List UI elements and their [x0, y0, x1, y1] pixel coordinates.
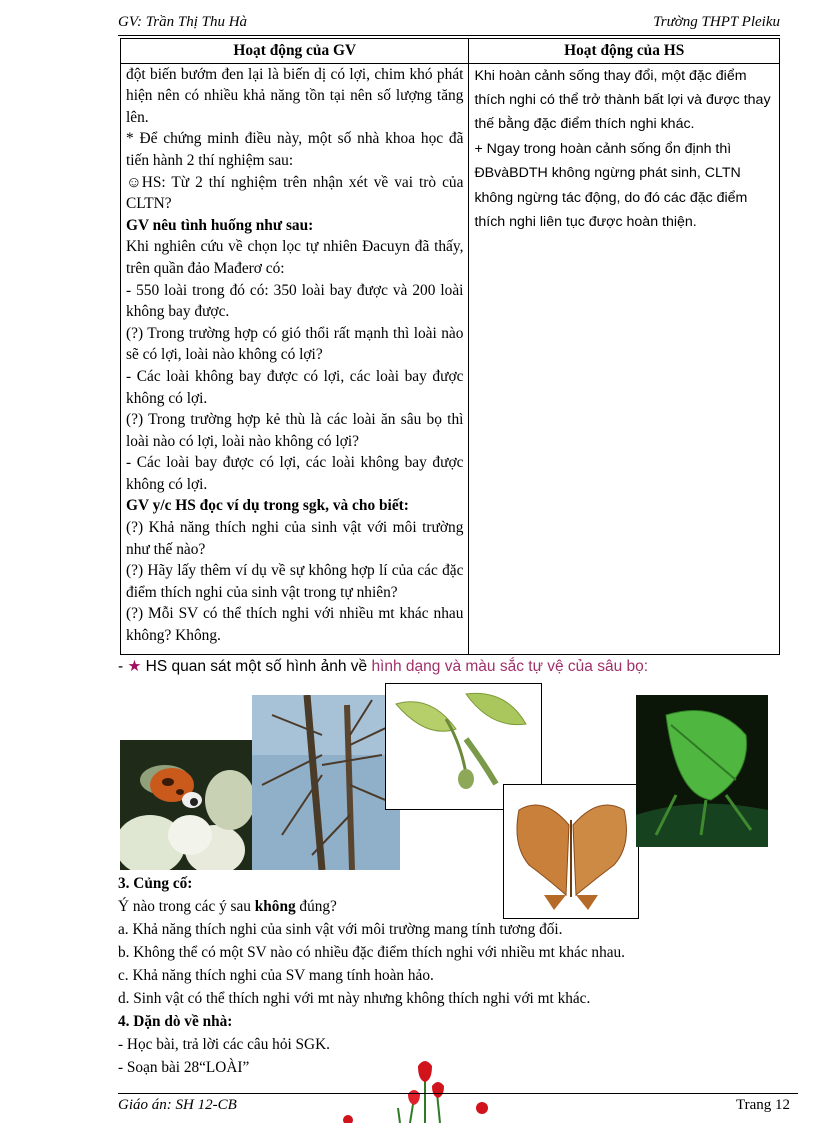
- table-header-row: [121, 39, 780, 64]
- gv-line: - 550 loài trong đó có: 350 loài bay được và 200 loài không bay được.: [126, 281, 464, 321]
- hs-line: + Ngay trong hoàn cảnh sống ổn định thì ĐBvàBDTH không ngừng phát sinh, CLTN không ngừng tác động, do đó các đặc điểm thích nghi liên tục được hoàn thiện.: [474, 140, 748, 231]
- consolidation-heading: 3. Củng cố:: [118, 875, 193, 892]
- observe-prefix: -: [118, 658, 128, 675]
- header-school: Trường THPT Pleiku: [653, 14, 780, 30]
- tulip-decoration: [340, 1058, 500, 1123]
- gv-line: GV nêu tình huống như sau:: [126, 216, 314, 234]
- homework-heading: 4. Dặn dò về nhà:: [118, 1013, 233, 1030]
- gv-line: GV y/c HS đọc ví dụ trong sgk, và cho biết:: [126, 497, 409, 515]
- star-icon: ★: [127, 658, 142, 675]
- option-c: c. Khả năng thích nghi của SV mang tính hoàn hảo.: [118, 967, 434, 984]
- hs-cell: [469, 63, 780, 654]
- hs-line: Khi hoàn cảnh sống thay đổi, một đặc điểm thích nghi có thể trở thành bất lợi và được thay thế bằng đặc điểm thích nghi khác.: [474, 67, 771, 133]
- col-gv-header: Hoạt động của GV: [121, 39, 469, 64]
- option-d: d. Sinh vật có thể thích nghi với mt này nhưng không thích nghi với mt khác.: [118, 990, 591, 1007]
- ladybug-photo: [120, 740, 252, 870]
- option-a: a. Khả năng thích nghi của sinh vật với môi trường mang tính tương đối.: [118, 921, 563, 938]
- footer-rule: [118, 1093, 798, 1094]
- col-hs-header: Hoạt động của HS: [469, 39, 780, 64]
- gv-line: (?) Trong trường hợp kẻ thù là các loài ăn sâu bọ thì loài nào có lợi, loài nào không có lợi?: [126, 411, 464, 450]
- leaf-katydid-photo: [636, 695, 768, 847]
- gv-line: ☺HS: Từ 2 thí nghiệm trên nhận xét về vai trò của CLTN?: [126, 173, 464, 213]
- footer-page: Trang 12: [735, 1097, 790, 1113]
- homework-item: - Soạn bài 28“LOÀI”: [118, 1059, 250, 1076]
- question-pre: Ý nào trong các ý sau: [118, 898, 255, 915]
- gv-line: (?) Trong trường hợp có gió thổi rất mạnh thì loài nào sẽ có lợi, loài nào không có lợi?: [126, 324, 464, 364]
- footer-lesson: Giáo án: SH 12-CB: [118, 1097, 237, 1113]
- gv-line: - Các loài không bay được có lợi, các loài bay được không có lợi.: [126, 367, 464, 407]
- question-bold: không: [254, 898, 296, 915]
- gv-line: * Để chứng minh điều này, một số nhà khoa học đã tiến hành 2 thí nghiệm sau:: [126, 130, 464, 169]
- gv-line: Khi nghiên cứu về chọn lọc tự nhiên Đacuyn đã thấy, trên quần đảo Mađerơ có:: [126, 238, 464, 277]
- gv-line: (?) Mỗi SV có thể thích nghi với nhiều mt khác nhau không? Không.: [126, 605, 464, 645]
- question-post: đúng?: [295, 898, 337, 915]
- consolidation-question: [118, 895, 798, 918]
- gv-cell: [121, 63, 469, 654]
- observe-highlight: hình dạng và màu sắc tự vệ của sâu bọ:: [371, 658, 649, 675]
- option-b: b. Không thể có một SV nào có nhiều đặc điểm thích nghi với nhiều mt khác nhau.: [118, 944, 625, 961]
- table-body-row: [121, 63, 780, 654]
- consolidation-section: [118, 872, 798, 1079]
- observe-line: [118, 657, 648, 676]
- activity-table: [120, 38, 780, 655]
- gv-line: - Các loài bay được có lợi, các loài không bay được không có lợi.: [126, 454, 464, 493]
- stick-insect-photo: [252, 695, 400, 870]
- header-rule: [118, 35, 780, 36]
- gv-line: đột biến bướm đen lại là biến dị có lợi, chim khó phát hiện nên có nhiều khả năng tồn tại nên số lượng tăng lên.: [126, 65, 464, 126]
- gv-line: (?) Hãy lấy thêm ví dụ về sự không hợp lí của các đặc điểm thích nghi của sinh vật trong tự nhiên?: [126, 562, 464, 601]
- homework-item: - Học bài, trả lời các câu hỏi SGK.: [118, 1036, 330, 1053]
- gv-line: (?) Khả năng thích nghi của sinh vật với môi trường như thế nào?: [126, 519, 464, 558]
- observe-text: HS quan sát một số hình ảnh về: [141, 658, 372, 675]
- header-teacher: GV: Trần Thị Thu Hà: [118, 14, 248, 30]
